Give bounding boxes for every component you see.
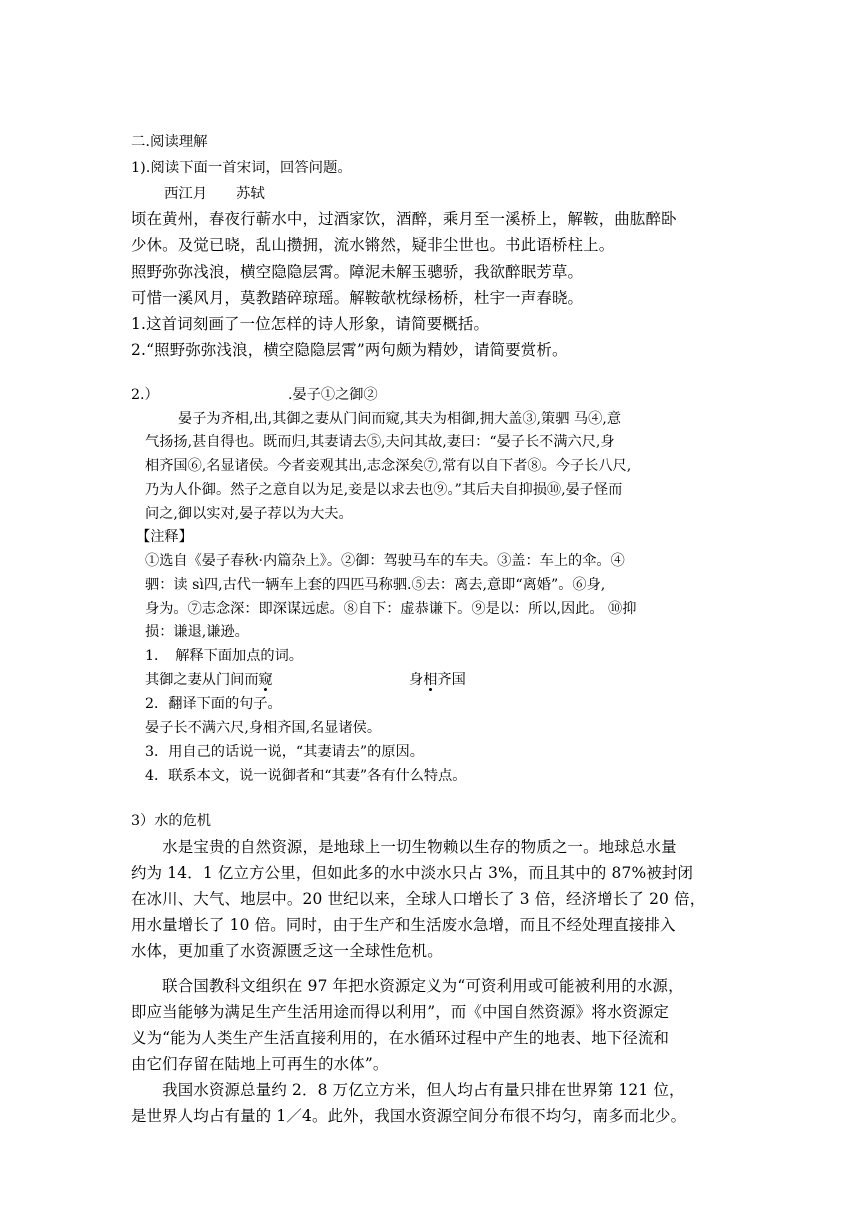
q3-paragraph-line: 由它们存留在陆地上可再生的水体”。 bbox=[131, 1055, 389, 1073]
q2-text-line: 乃为人仆御。然子之意自以为足,妾是以求去也⑨。”其后夫自抑损⑩,晏子怪而 bbox=[145, 482, 623, 498]
q2-question-translate: 2．翻译下面的句子。 bbox=[145, 696, 282, 712]
q2-question-explain: 1． 解释下面加点的词。 bbox=[145, 648, 303, 664]
q3-paragraph-line: 水是宝贵的自然资源，是地球上一切生物赖以生存的物质之一。地球总水量 bbox=[131, 838, 677, 856]
q3-paragraph-line: 水体，更加重了水资源匮乏这一全球性危机。 bbox=[131, 942, 443, 960]
q2-text-line: 问之,御以实对,晏子荐以为大夫。 bbox=[145, 506, 353, 522]
note-line: 驷：读 sì四,古代一辆车上套的四匹马称驷.⑤去：离去,意即“离婚”。⑥身, bbox=[145, 577, 606, 593]
explain-word-1 bbox=[145, 669, 273, 691]
q3-paragraph-line: 在冰川、大气、地层中。20 世纪以来，全球人口增长了 3 倍，经济增长了 20 倍， bbox=[131, 890, 706, 908]
q2-text-line: 气扬扬,甚自得也。既而归,其妻请去⑤,夫问其故,妻曰：“晏子长不满六尺,身 bbox=[145, 434, 615, 450]
q3-paragraph-line: 用水量增长了 10 倍。同时，由于生产和生活废水急增，而且不经处理直接排入 bbox=[131, 916, 676, 934]
dotted-character: 窥 bbox=[258, 672, 273, 688]
poem-preface-line: 少休。及觉已晓，乱山攒拥，流水锵然，疑非尘世也。书此语桥柱上。 bbox=[131, 236, 615, 254]
poem-title: 西江月 苏轼 bbox=[164, 186, 265, 202]
q1-question: 2.“照野弥弥浅浪，横空隐隐层霄”两句颇为精妙，请简要赏析。 bbox=[131, 341, 568, 359]
q3-paragraph-line: 我国水资源总量约 2．8 万亿立方米，但人均占有量只排在世界第 121 位， bbox=[131, 1081, 685, 1099]
note-line: 身为。⑦志念深：即深谋远虑。⑧自下：虚恭谦下。⑨是以：所以,因此。 ⑩抑 bbox=[145, 601, 637, 617]
q2-text-line: 相齐国⑥,名显诸侯。今者妾观其出,志念深矣⑦,常有以自下者⑧。今子长八尺, bbox=[145, 458, 632, 474]
note-line: 损：谦退,谦逊。 bbox=[145, 624, 249, 640]
dotted-character: 相 bbox=[423, 672, 438, 688]
q1-intro: 1).阅读下面一首宋词，回答问题。 bbox=[131, 160, 352, 176]
q3-paragraph-line: 是世界人均占有量的 1／4。此外，我国水资源空间分布很不均匀，南多而北少。 bbox=[131, 1107, 687, 1125]
q2-text-line: 晏子为齐相,出,其御之妻从门间而窥,其夫为相御,拥大盖③,策驷 马④,意 bbox=[178, 411, 622, 427]
explain-word-1-text: 其御之妻从门间而 bbox=[145, 672, 259, 688]
q2-question-reason: 3．用自己的话说一说，“其妻请去”的原因。 bbox=[145, 744, 424, 760]
poem-line: 可惜一溪风月，莫教踏碎琼瑶。解鞍欹枕绿杨桥，杜宇一声春晓。 bbox=[131, 289, 584, 307]
q2-title: .晏子①之御② bbox=[288, 387, 378, 403]
notes-heading: 【注释】 bbox=[136, 529, 193, 545]
poem-line: 照野弥弥浅浪，横空隐隐层霄。障泥未解玉骢骄，我欲醉眠芳草。 bbox=[131, 263, 584, 281]
q2-number: 2.） bbox=[131, 387, 159, 403]
q3-paragraph-line: 即应当能够为满足生产生活用途而得以利用”，而《中国自然资源》将水资源定 bbox=[131, 1003, 670, 1021]
translate-sentence: 晏子长不满六尺,身相齐国,名显诸侯。 bbox=[145, 720, 382, 736]
poem-preface-line: 顷在黄州，春夜行蕲水中，过酒家饮，酒醉，乘月至一溪桥上，解鞍，曲肱醉卧 bbox=[131, 210, 677, 228]
q3-title: 3）水的危机 bbox=[131, 813, 211, 829]
explain-word-2-tail: 齐国 bbox=[437, 672, 466, 688]
q3-paragraph-line: 联合国教科文组织在 97 年把水资源定义为“可资利用或可能被利用的水源， bbox=[131, 977, 684, 995]
q1-question: 1.这首词刻画了一位怎样的诗人形象，请简要概括。 bbox=[131, 315, 490, 333]
q3-paragraph-line: 义为“能为人类生产生活直接利用的，在水循环过程中产生的地表、地下径流和 bbox=[131, 1029, 670, 1047]
q3-paragraph-line: 约为 14．1 亿立方公里，但如此多的水中淡水只占 3%，而且其中的 87%被封闭 bbox=[131, 864, 694, 882]
explain-word-2-text: 身 bbox=[409, 672, 424, 688]
section-title: 二.阅读理解 bbox=[131, 134, 208, 150]
note-line: ①选自《晏子春秋·内篇杂上》。②御：驾驶马车的车夫。③盖：车上的伞。④ bbox=[145, 553, 625, 569]
explain-word-2 bbox=[409, 669, 466, 691]
q2-question-traits: 4．联系本文，说一说御者和“其妻”各有什么特点。 bbox=[145, 768, 467, 784]
